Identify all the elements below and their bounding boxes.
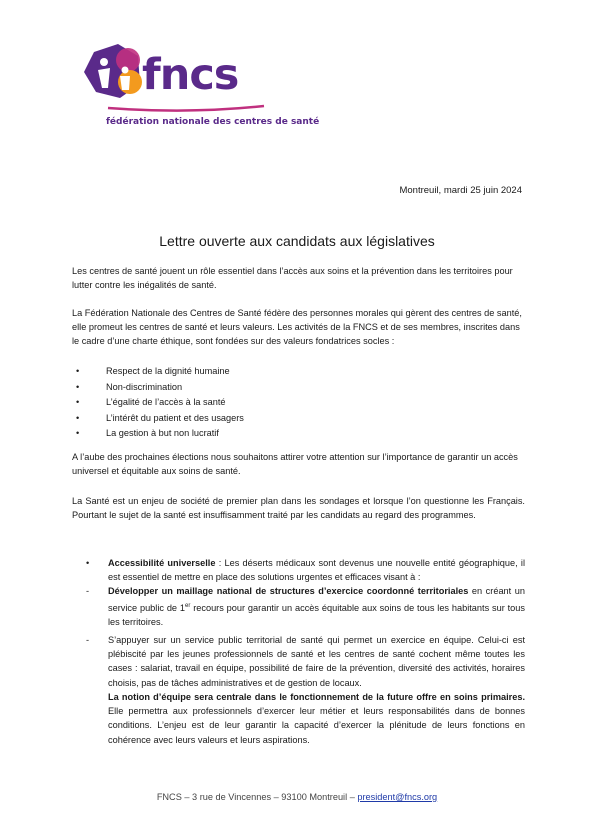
values-list (72, 364, 525, 442)
logo-subtitle: fédération nationale des centres de santé (106, 117, 320, 127)
bullet-marker: • (86, 558, 90, 568)
logo-wordmark: fncs (142, 50, 239, 100)
equipe-item (72, 690, 525, 747)
health-paragraph: La Santé est un enjeu de société de premier plan dans les sondages et lorsque l’on questionne les Français. Pourtant le sujet de la santé est insuffisamment traité par les candidats au regard des programmes. (72, 496, 525, 521)
accessibility-item (72, 556, 525, 584)
fncs-logo (80, 40, 320, 140)
maillage-item (72, 584, 525, 629)
dash-marker: - (86, 635, 90, 646)
footer-address: FNCS – 3 rue de Vincennes – 93100 Montreuil – (156, 792, 358, 802)
letter-title: Lettre ouverte aux candidats aux législatives (159, 233, 435, 249)
list-item: • Respect de la dignité humaine (72, 364, 525, 380)
service-public-item (72, 633, 525, 690)
intro-paragraph: Les centres de santé jouent un rôle essentiel dans l’accès aux soins et la prévention dans les territoires pour lutter contre les inégalités de santé. (72, 266, 513, 291)
maillage-heading: Développer un maillage national de structures d’exercice coordonné territoriales (108, 586, 469, 597)
accessibility-text: : Les déserts médicaux sont devenus une nouvelle entité géographique, il est essentiel de mettre en place des solutions urgentes et efficaces visant à : (108, 558, 525, 583)
maillage-superscript: er (185, 602, 191, 609)
list-item: • Non-discrimination (72, 380, 525, 396)
page-footer (0, 792, 594, 802)
accessibility-heading: Accessibilité universelle (108, 558, 216, 568)
service-public-text: S’appuyer sur un service public territorial de santé qui permet un exercice en équipe. Celui-ci est plébiscité par les jeunes professionnels de santé et les centres de santé cochent même toutes les cases : salariat, travail en équipe, possibilité de faire de la prévention, diversité des activités, horaires choisis, pas de tâches administratives et de gestion de locaux. (108, 635, 525, 688)
list-item: • La gestion à but non lucratif (72, 426, 525, 442)
maillage-text: en créant un service public de 1 (108, 586, 525, 613)
equipe-text: Elle permettra aux professionnels d’exercer leur métier et leurs responsabilités dans de bonnes conditions. L’enjeu est de leur garantir la capacité d’exercer la plénitude de leurs fonctions en cohérence avec leurs valeurs et leurs aspirations. (108, 706, 525, 745)
accessibility-section (72, 556, 525, 747)
equipe-heading: La notion d’équipe sera centrale dans le fonctionnement de la future offre en soins primaires. (108, 691, 525, 702)
federation-paragraph: La Fédération Nationale des Centres de Santé fédère des personnes morales qui gèrent des centres de santé, elle promeut les centres de santé et leurs valeurs. Les activités de la FNCS et de ses membres, inscrites dans le cadre d’une charte éthique, sont fondées sur des valeurs fondatrices socles : (72, 308, 522, 347)
elections-paragraph: A l’aube des prochaines élections nous souhaitons attirer votre attention sur l’importance de garantir un accès universel et équitable aux soins de santé. (72, 452, 518, 477)
list-item: • L’égalité de l’accès à la santé (72, 395, 525, 411)
letter-date: Montreuil, mardi 25 juin 2024 (399, 185, 522, 196)
maillage-text-end: recours pour garantir un accès équitable aux soins de tous les habitants sur tous les territoires. (108, 602, 525, 627)
list-item: • L’intérêt du patient et des usagers (72, 411, 525, 427)
dash-marker: - (86, 586, 90, 597)
footer-email-link[interactable]: president@fncs.org (357, 792, 438, 802)
